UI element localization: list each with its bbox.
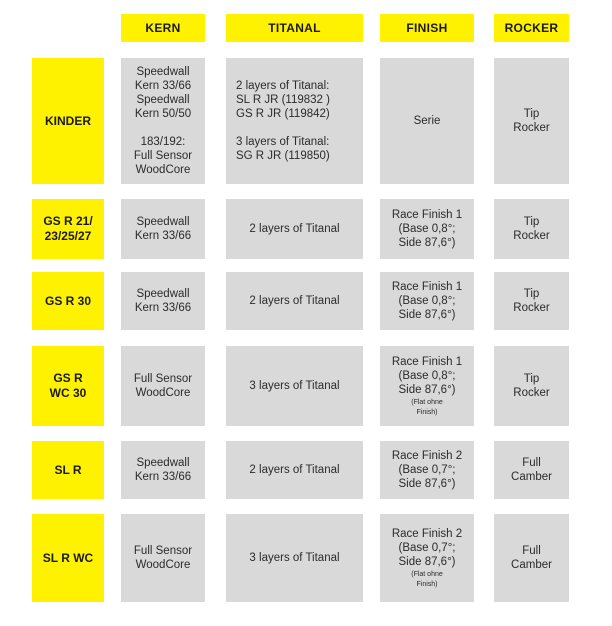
cell-finish-line: Side 87,6°) xyxy=(398,384,456,396)
cell-rocker-line: Full xyxy=(522,457,541,469)
cell-finish xyxy=(380,272,474,330)
finish-note: (Flat ohne xyxy=(411,571,443,578)
column-header-titanal: TITANAL xyxy=(226,14,363,42)
row-label-line: 23/25/27 xyxy=(44,229,92,243)
cell-finish-line: Race Finish 1 xyxy=(391,209,463,221)
cell-finish-line: Race Finish 1 xyxy=(391,281,463,293)
cell-titanal-line: SL R JR (119832 ) xyxy=(236,94,330,106)
cell-kern-line: Full Sensor xyxy=(133,545,193,557)
cell-kern-line: Speedwall xyxy=(136,94,190,106)
cell-titanal-line: 2 layers of Titanal xyxy=(249,223,340,235)
cell-kern-line: Full Sensor xyxy=(133,373,193,385)
cell-kern-line: Speedwall xyxy=(136,216,190,228)
cell-kern-line: WoodCore xyxy=(135,164,191,176)
cell-rocker xyxy=(494,199,569,259)
column-header-finish: FINISH xyxy=(380,14,474,42)
row-label-line: GS R 21/ xyxy=(43,214,93,228)
cell-rocker-line: Tip xyxy=(523,216,540,228)
cell-rocker-line: Camber xyxy=(511,559,552,571)
cell-titanal-line: 3 layers of Titanal: xyxy=(236,136,330,148)
cell-rocker-line: Rocker xyxy=(513,230,550,242)
row-label xyxy=(32,441,104,499)
cell-rocker-line: Rocker xyxy=(513,302,550,314)
cell-finish-line: Race Finish 1 xyxy=(391,356,463,368)
finish-note: Finish) xyxy=(416,581,438,588)
cell-finish-line: Race Finish 2 xyxy=(391,528,463,540)
cell-titanal xyxy=(226,346,363,426)
cell-rocker xyxy=(494,514,569,602)
cell-finish-line: (Base 0,8°; xyxy=(398,223,456,235)
cell-titanal xyxy=(226,58,363,184)
cell-titanal-line: SG R JR (119850) xyxy=(236,150,330,162)
cell-kern xyxy=(121,58,205,184)
row-label-line: GS R xyxy=(53,371,83,385)
cell-titanal-line: 2 layers of Titanal xyxy=(249,464,340,476)
cell-rocker-line: Rocker xyxy=(513,387,550,399)
cell-finish-line: (Base 0,7°; xyxy=(398,464,456,476)
row-label-line: KINDER xyxy=(44,113,91,128)
cell-kern-line: Kern 33/66 xyxy=(134,471,192,483)
cell-kern xyxy=(121,272,205,330)
row-label xyxy=(32,272,104,330)
row-label-line: SL R WC xyxy=(42,550,94,565)
cell-finish-line: Race Finish 2 xyxy=(391,450,463,462)
cell-rocker-line: Camber xyxy=(511,471,552,483)
row-label-line: GS R 30 xyxy=(44,293,92,308)
cell-finish xyxy=(380,58,474,184)
cell-titanal xyxy=(226,514,363,602)
cell-kern-line: Speedwall xyxy=(136,457,190,469)
cell-rocker xyxy=(494,58,569,184)
cell-finish xyxy=(380,514,474,602)
cell-titanal-line: 2 layers of Titanal xyxy=(249,295,340,307)
cell-titanal-line: GS R JR (119842) xyxy=(236,108,330,120)
cell-finish xyxy=(380,199,474,259)
cell-rocker-line: Tip xyxy=(523,288,540,300)
cell-finish-line: Side 87,6°) xyxy=(398,478,456,490)
cell-kern xyxy=(121,346,205,426)
cell-finish-line: (Base 0,8°; xyxy=(398,295,456,307)
cell-rocker xyxy=(494,441,569,499)
cell-rocker-line: Full xyxy=(522,545,541,557)
cell-kern-line: Speedwall xyxy=(136,66,190,78)
cell-finish-line: Serie xyxy=(413,115,441,127)
column-header-kern: KERN xyxy=(121,14,205,42)
cell-finish-line: Side 87,6°) xyxy=(398,309,456,321)
cell-kern-line: Full Sensor xyxy=(133,150,193,162)
cell-kern-line: Kern 50/50 xyxy=(134,108,192,120)
cell-kern xyxy=(121,514,205,602)
cell-kern-line: 183/192: xyxy=(140,136,186,148)
cell-finish-line: Side 87,6°) xyxy=(398,237,456,249)
row-label xyxy=(32,346,104,426)
cell-kern xyxy=(121,441,205,499)
cell-titanal-line: 3 layers of Titanal xyxy=(249,380,340,392)
row-label xyxy=(32,514,104,602)
cell-titanal xyxy=(226,441,363,499)
cell-titanal xyxy=(226,272,363,330)
cell-kern-line: Kern 33/66 xyxy=(134,302,192,314)
cell-kern-line: Speedwall xyxy=(136,288,190,300)
cell-rocker-line: Tip xyxy=(523,108,540,120)
cell-finish-line: (Base 0,7°; xyxy=(398,542,456,554)
cell-rocker-line: Tip xyxy=(523,373,540,385)
row-label xyxy=(32,58,104,184)
cell-finish xyxy=(380,346,474,426)
cell-kern-line: WoodCore xyxy=(135,387,191,399)
cell-kern-line: Kern 33/66 xyxy=(134,230,192,242)
cell-rocker xyxy=(494,272,569,330)
row-label xyxy=(32,199,104,259)
cell-titanal xyxy=(226,199,363,259)
cell-titanal-line: 3 layers of Titanal xyxy=(249,552,340,564)
cell-kern-line: Kern 33/66 xyxy=(134,80,192,92)
finish-note: (Flat ohne xyxy=(411,399,443,406)
cell-finish-line: (Base 0,8°; xyxy=(398,370,456,382)
cell-rocker-line: Rocker xyxy=(513,122,550,134)
cell-finish-line: Side 87,6°) xyxy=(398,556,456,568)
cell-kern xyxy=(121,199,205,259)
finish-note: Finish) xyxy=(416,409,438,416)
row-label-line: WC 30 xyxy=(49,386,87,400)
row-label-line: SL R xyxy=(54,462,82,477)
cell-rocker xyxy=(494,346,569,426)
cell-titanal-line: 2 layers of Titanal: xyxy=(236,80,330,92)
cell-finish xyxy=(380,441,474,499)
cell-kern-line: WoodCore xyxy=(135,559,191,571)
column-header-rocker: ROCKER xyxy=(494,14,569,42)
